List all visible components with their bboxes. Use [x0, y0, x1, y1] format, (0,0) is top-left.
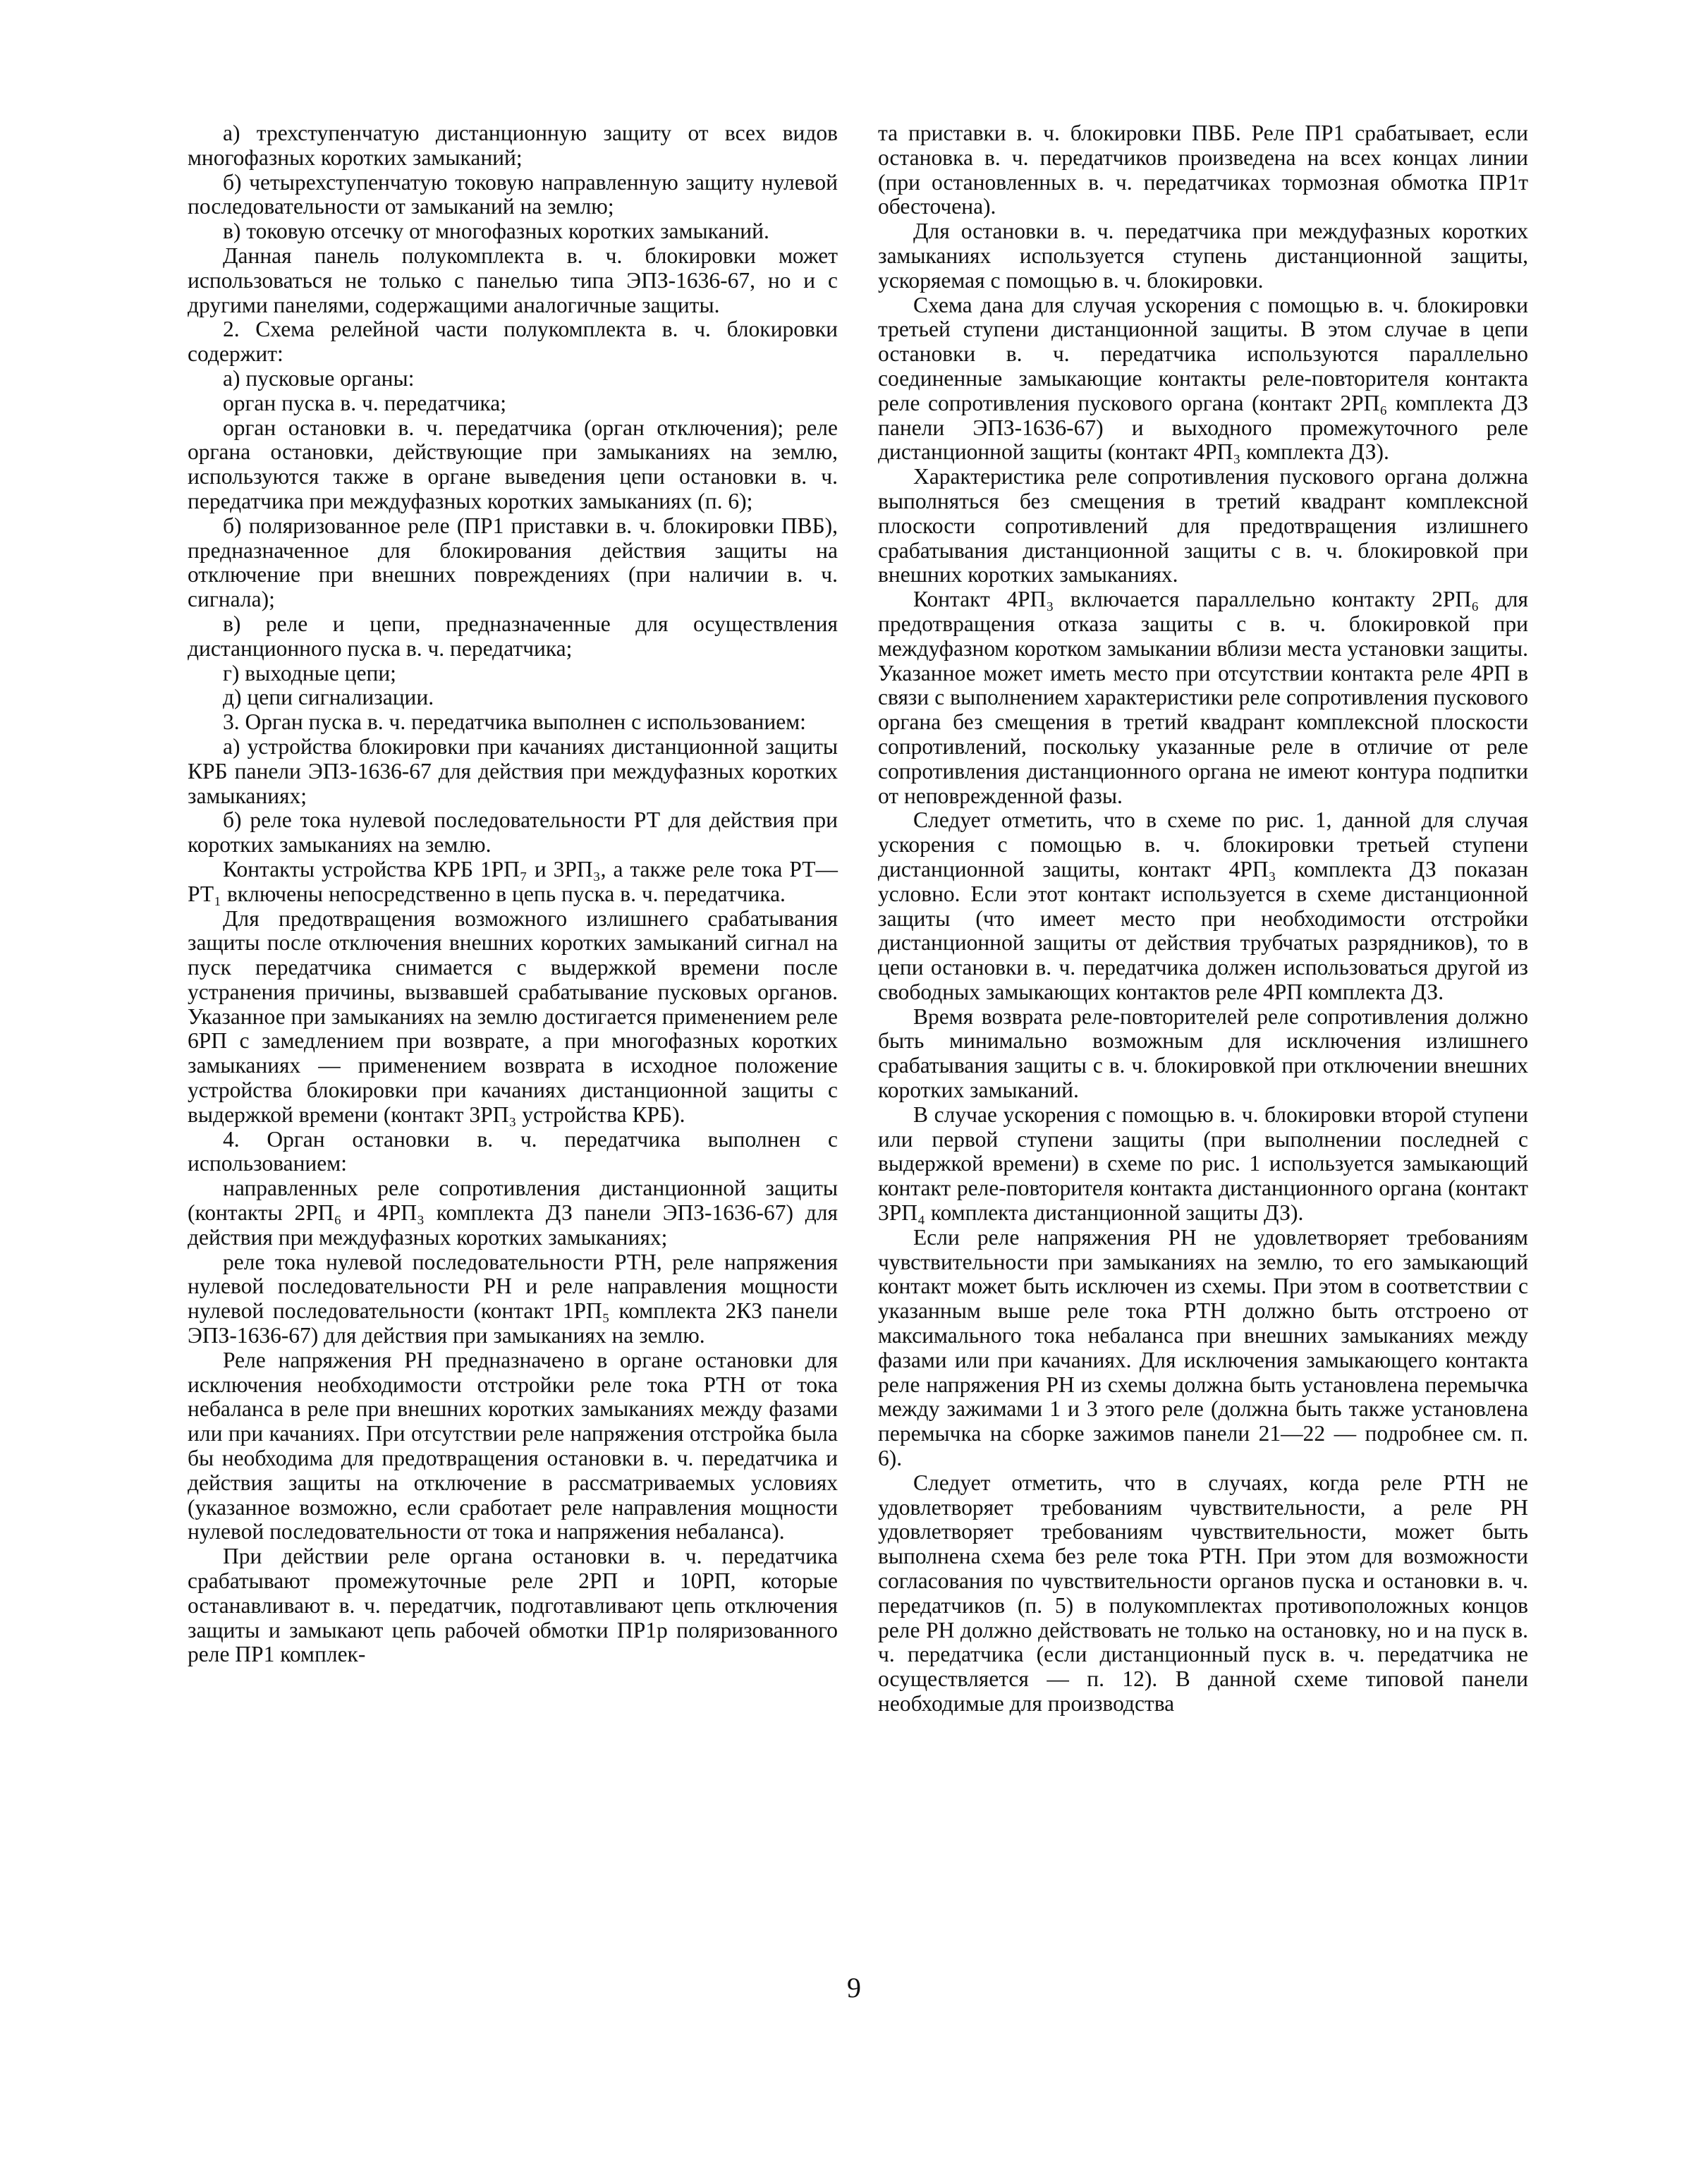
paragraph: Следует отметить, что в случаях, когда реле РТН не удовлетворяет требованиям чувствительности, а реле РН удовлетворяет требованиям чувствительности, может быть выполнена схема без реле тока РТН. При этом для возможности согласования по чувствительности органов пуска и остановки в. ч. передатчиков (п. 5) в полукомплектах противоположных концов реле РН должно действовать не только на остановку, но и на пуск в. ч. передатчика (если дистанционный пуск в. ч. передатчика не осуществляется — п. 12). В данной схеме типовой панели необходимые для производства	[878, 1470, 1528, 1716]
paragraph: Следует отметить, что в схеме по рис. 1, данной для случая ускорения с помощью в. ч. блокировки третьей ступени дистанционной защиты, контакт 4РП₃ комплекта ДЗ показан условно. Если этот контакт используется в схеме дистанционной защиты (что имеет место при необходимости отстройки дистанционной защиты от действия трубчатых разрядников), то в цепи остановки в. ч. передатчика должен использоваться другой из свободных замыкающих контактов реле 4РП комплекта ДЗ.	[878, 807, 1528, 1004]
paragraph: При действии реле органа остановки в. ч. передатчика срабатывают промежуточные реле 2РП и 10РП, которые останавливают в. ч. передатчик, подготавливают цепь отключения защиты и замыкают цепь рабочей обмотки ПР1р поляризованного реле ПР1 комплек-	[188, 1544, 838, 1667]
paragraph: 2. Схема релейной части полукомплекта в. ч. блокировки содержит:	[188, 317, 838, 367]
paragraph: орган остановки в. ч. передатчика (орган отключения); реле органа остановки, действующие при замыканиях на землю, используются также в органе выведения цепи остановки в. ч. передатчика при междуфазных коротких замыканиях (п. 6);	[188, 415, 838, 513]
paragraph: а) пусковые органы:	[223, 365, 415, 391]
right-column	[878, 121, 1528, 1716]
paragraph: а) устройства блокировки при качаниях дистанционной защиты КРБ панели ЭПЗ-1636-67 для действия при междуфазных коротких замыканиях;	[188, 733, 838, 808]
paragraph: б) поляризованное реле (ПР1 приставки в. ч. блокировки ПВБ), предназначенное для блокирования действия защиты на отключение при внешних повреждениях (при наличии в. ч. сигнала);	[188, 513, 838, 612]
paragraph: д) цепи сигнализации.	[223, 685, 434, 710]
paragraph: 4. Орган остановки в. ч. передатчика выполнен с использованием:	[188, 1126, 838, 1176]
paragraph: Схема дана для случая ускорения с помощью в. ч. блокировки третьей ступени дистанционной защиты. В этом случае в цепи остановки в. ч. передатчика используются параллельно соединенные замыкающие контакты реле-повторителя контакта реле сопротивления пускового органа (контакт 2РП₆ комплекта ДЗ панели ЭПЗ-1636-67) и выходного промежуточного реле дистанционной защиты (контакт 4РП₃ комплекта ДЗ).	[878, 292, 1528, 465]
paragraph: в) токовую отсечку от многофазных коротких замыканий.	[223, 219, 769, 244]
paragraph: Характеристика реле сопротивления пускового органа должна выполняться без смещения в третий квадрант комплексной плоскости сопротивлений для предотвращения излишнего срабатывания дистанционной защиты с в. ч. блокировкой при внешних коротких замыканиях.	[878, 464, 1528, 587]
paragraph: б) четырехступенчатую токовую направленную защиту нулевой последовательности от замыканий на землю;	[188, 169, 838, 219]
paragraph: Для остановки в. ч. передатчика при междуфазных коротких замыканиях используется ступень дистанционной защиты, ускоряемая с помощью в. ч. блокировки.	[878, 219, 1528, 293]
paragraph: Реле напряжения РН предназначено в органе остановки для исключения необходимости отстройки реле тока РТН от тока небаланса в реле при внешних коротких замыканиях между фазами или при качаниях. При отсутствии реле напряжения отстройка была бы необходима для предотвращения остановки в. ч. передатчика и действия защиты на отключение в рассматриваемых условиях (указанное возможно, если сработает реле направления мощности нулевой последовательности от тока и напряжения небаланса).	[188, 1347, 838, 1544]
paragraph: Время возврата реле-повторителей реле сопротивления должно быть минимально возможным для исключения излишнего срабатывания защиты с в. ч. блокировкой при отключении внешних коротких замыканий.	[878, 1004, 1528, 1103]
paragraph: та приставки в. ч. блокировки ПВБ. Реле ПР1 срабатывает, если остановка в. ч. передатчиков произведена на всех концах линии (при остановленных в. ч. передатчиках тормозная обмотка ПР1т обесточена).	[878, 121, 1528, 219]
paragraph: б) реле тока нулевой последовательности РТ для действия при коротких замыканиях на землю.	[188, 807, 838, 858]
paragraph: Если реле напряжения РН не удовлетворяет требованиям чувствительности при замыканиях на землю, то его замыкающий контакт может быть исключен из схемы. При этом в соответствии с указанным выше реле тока РТН должно быть отстроено от максимального тока небаланса при внешних замыканиях между фазами или при качаниях. Для исключения замыкающего контакта реле напряжения РН из схемы должна быть установлена перемычка между зажимами 1 и 3 этого реле (должна быть также установлена перемычка на сборке зажимов панели 21—22 — подробнее см. п. 6).	[878, 1224, 1528, 1471]
left-column	[188, 121, 838, 1667]
paragraph: г) выходные цепи;	[223, 660, 396, 685]
paragraph: В случае ускорения с помощью в. ч. блокировки второй ступени или первой ступени защиты (при выполнении последней с выдержкой времени) в схеме по рис. 1 используется замыкающий контакт реле-повторителя контакта дистанционного органа (контакт 3РП₄ комплекта дистанционной защиты ДЗ).	[878, 1102, 1528, 1226]
paragraph: Контакты устройства КРБ 1РП₇ и 3РП₃, а также реле тока РТ—РТ₁ включены непосредственно в цепь пуска в. ч. передатчика.	[188, 856, 838, 906]
paragraph: а) трехступенчатую дистанционную защиту от всех видов многофазных коротких замыканий;	[188, 121, 838, 170]
paragraph: орган пуска в. ч. передатчика;	[223, 390, 506, 415]
paragraph: Контакт 4РП₃ включается параллельно контакту 2РП₆ для предотвращения отказа защиты с в. ч. блокировкой при междуфазном коротком замыкании вблизи места установки защиты. Указанное может иметь место при отсутствии контакта реле 4РП в связи с выполнением характеристики реле сопротивления пускового органа без смещения в третий квадрант комплексной плоскости сопротивлений, поскольку указанные реле в отличие от реле сопротивления дистанционного органа не имеют контура подпитки от неповрежденной фазы.	[878, 587, 1528, 808]
paragraph: в) реле и цепи, предназначенные для осуществления дистанционного пуска в. ч. передатчика;	[188, 611, 838, 661]
paragraph: Данная панель полукомплекта в. ч. блокировки может использоваться не только с панелью типа ЭПЗ-1636-67, но и с другими панелями, содержащими аналогичные защиты.	[188, 243, 838, 317]
paragraph: 3. Орган пуска в. ч. передатчика выполнен с использованием:	[223, 709, 806, 735]
paragraph: Для предотвращения возможного излишнего срабатывания защиты после отключения внешних коротких замыканий сигнал на пуск передатчика снимается с выдержкой времени после устранения причины, вызвавшей срабатывание пусковых органов. Указанное при замыканиях на землю достигается применением реле 6РП с замедлением при возврате, а при многофазных коротких замыканиях — применением возврата в исходное положение устройства блокировки при качаниях дистанционной защиты с выдержкой времени (контакт 3РП₃ устройства КРБ).	[188, 905, 838, 1127]
paragraph: направленных реле сопротивления дистанционной защиты (контакты 2РП₆ и 4РП₃ комплекта ДЗ панели ЭПЗ-1636-67) для действия при междуфазных коротких замыканиях;	[188, 1176, 838, 1250]
page-number: 9	[847, 1972, 861, 2004]
paragraph: реле тока нулевой последовательности РТН, реле напряжения нулевой последовательности РН и реле направления мощности нулевой последовательности (контакт 1РП₅ комплекта 2КЗ панели ЭПЗ-1636-67) для действия при замыканиях на землю.	[188, 1249, 838, 1348]
